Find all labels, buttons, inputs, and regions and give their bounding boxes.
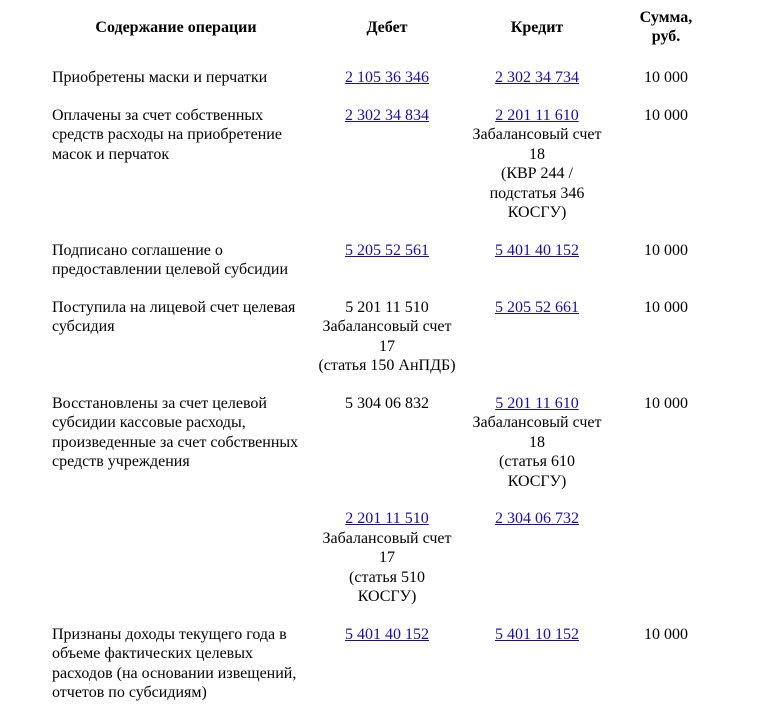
debit-cell — [312, 98, 462, 233]
credit-account-link[interactable]: 2 304 06 732 — [495, 510, 579, 527]
debit-cell — [312, 501, 462, 617]
table-row — [40, 386, 720, 502]
debit-account-link[interactable]: 2 201 11 510 — [345, 510, 429, 527]
debit-account-note: (статья 150 АнПДБ) — [318, 357, 456, 374]
debit-account-number: 5 304 06 832 — [345, 394, 429, 412]
header-amount-line2: руб. — [651, 28, 681, 45]
operation-description: Поступила на лицевой счет целевая субсидия — [52, 298, 296, 335]
credit-account-link[interactable]: 5 401 40 152 — [495, 241, 579, 259]
accounting-entries-table — [40, 0, 720, 713]
table-row — [40, 501, 720, 617]
operation-description: Оплачены за счет собственных средств расходы на приобретение масок и перчаток — [52, 106, 282, 163]
operation-description: Приобретены маски и перчатки — [52, 69, 268, 86]
header-row — [40, 0, 720, 60]
debit-account-link[interactable]: 2 105 36 346 — [345, 69, 429, 86]
debit-account-link[interactable]: 2 302 34 834 — [345, 106, 429, 124]
amount-value: 10 000 — [644, 106, 688, 124]
header-amount-line1: Сумма, — [639, 9, 693, 26]
credit-account-note: КОСГУ) — [507, 204, 567, 221]
header-description: Содержание операции — [95, 18, 257, 36]
table-row — [40, 617, 720, 713]
credit-cell — [462, 233, 612, 290]
credit-account-link[interactable]: 5 205 52 661 — [495, 298, 579, 316]
credit-account-link[interactable]: 2 302 34 734 — [495, 69, 579, 86]
credit-account-note: Забалансовый счет — [472, 126, 602, 143]
table-row — [40, 98, 720, 233]
debit-account-link[interactable]: 5 205 52 561 — [345, 241, 429, 259]
operation-description: Признаны доходы текущего года в объеме фактических целевых расходов (на основании извещений, отчетов по субсидиям) — [52, 625, 297, 701]
credit-cell — [462, 386, 612, 502]
credit-cell — [462, 290, 612, 386]
debit-account-link[interactable]: 5 401 40 152 — [345, 625, 429, 643]
credit-account-note: (КВР 244 / — [500, 165, 573, 182]
credit-account-note: Забалансовый счет — [472, 414, 602, 431]
debit-cell — [312, 617, 462, 713]
amount-value: 10 000 — [644, 298, 688, 316]
header-amount — [612, 0, 720, 60]
table-row — [40, 60, 720, 98]
debit-cell — [312, 386, 462, 502]
amount-value: 10 000 — [644, 394, 688, 412]
credit-cell — [462, 617, 612, 713]
debit-account-note: 17 — [379, 337, 395, 355]
debit-account-note: Забалансовый счет — [322, 318, 452, 335]
amount-value: 10 000 — [644, 625, 688, 643]
table-row — [40, 233, 720, 290]
header-credit: Кредит — [510, 18, 564, 36]
amount-value — [612, 501, 720, 617]
credit-account-link[interactable]: 5 201 11 610 — [495, 394, 579, 412]
credit-account-note: 18 — [529, 433, 545, 451]
operation-description — [40, 501, 312, 617]
debit-account-note: (статья 510 КОСГУ) — [349, 568, 425, 605]
credit-cell — [462, 98, 612, 233]
table-row — [40, 290, 720, 386]
debit-cell — [312, 290, 462, 386]
accounting-entries-document — [40, 0, 720, 713]
credit-account-note: (статья 610 КОСГУ) — [499, 453, 575, 490]
amount-value: 10 000 — [644, 69, 688, 86]
credit-account-note: подстатья 346 — [489, 184, 585, 202]
credit-cell — [462, 501, 612, 617]
credit-cell — [462, 60, 612, 98]
debit-account-number: 5 201 11 510 — [345, 298, 429, 316]
amount-value: 10 000 — [644, 241, 688, 259]
credit-account-link[interactable]: 2 201 11 610 — [495, 106, 579, 124]
debit-account-note: 17 — [379, 549, 395, 566]
debit-cell — [312, 233, 462, 290]
debit-account-note: Забалансовый счет — [322, 529, 452, 547]
credit-account-note: 18 — [529, 145, 545, 163]
header-debit: Дебет — [366, 18, 408, 36]
credit-account-link[interactable]: 5 401 10 152 — [495, 625, 579, 643]
operation-description: Подписано соглашение о предоставлении целевой субсидии — [52, 241, 289, 278]
debit-cell — [312, 60, 462, 98]
table-header — [40, 0, 720, 60]
table-body — [40, 60, 720, 713]
operation-description: Восстановлены за счет целевой субсидии кассовые расходы, произведенные за счет собственных средств учреждения — [52, 394, 299, 470]
